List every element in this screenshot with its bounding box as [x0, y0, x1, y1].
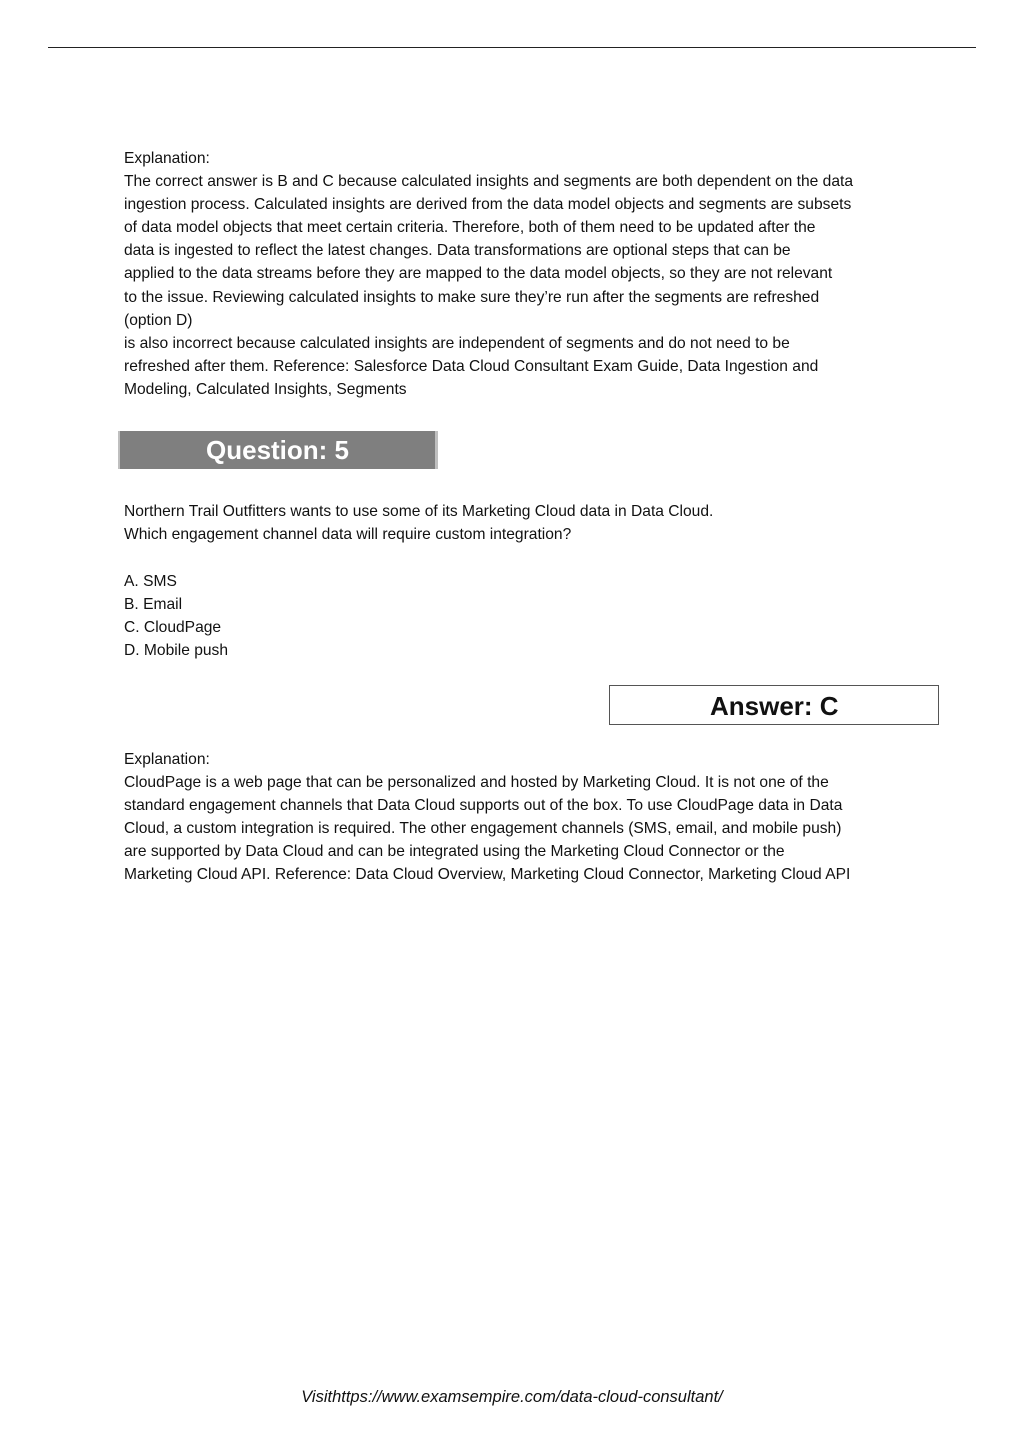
explanation-line: Cloud, a custom integration is required. The other engagement channels (SMS, email, and mobile push) — [124, 820, 842, 838]
question-header — [118, 431, 438, 469]
explanation-line: of data model objects that meet certain criteria. Therefore, both of them need to be updated after the — [124, 219, 816, 237]
question-stem — [124, 500, 934, 546]
answer-box — [609, 685, 939, 725]
explanation-heading: Explanation: — [124, 751, 210, 768]
explanation-line: data is ingested to reflect the latest changes. Data transformations are optional steps that can be — [124, 242, 791, 260]
option-d: D. Mobile push — [124, 642, 229, 660]
explanation-line: is also incorrect because calculated insights are independent of segments and do not need to be — [124, 334, 790, 352]
explanation-line: to the issue. Reviewing calculated insights to make sure they’re run after the segments are refreshed — [124, 288, 820, 306]
explanation-block-2 — [124, 748, 934, 887]
footer-link[interactable]: Visithttps://www.examsempire.com/data-cloud-consultant/ — [301, 1388, 723, 1406]
option-c: C. CloudPage — [124, 619, 222, 637]
explanation-line: The correct answer is B and C because calculated insights and segments are both dependent on the data — [124, 173, 854, 191]
explanation-line: (option D) — [124, 311, 193, 329]
explanation-line: Modeling, Calculated Insights, Segments — [124, 380, 407, 398]
explanation-line: refreshed after them. Reference: Salesforce Data Cloud Consultant Exam Guide, Data Ingestion and — [124, 357, 819, 375]
explanation-line: ingestion process. Calculated insights are derived from the data model objects and segments are subsets — [124, 196, 852, 214]
question-text: Northern Trail Outfitters wants to use some of its Marketing Cloud data in Data Cloud. — [124, 503, 714, 520]
answer-label: Answer: C — [710, 691, 839, 721]
explanation-line: CloudPage is a web page that can be personalized and hosted by Marketing Cloud. It is not one of the — [124, 774, 829, 792]
header-rule — [48, 47, 976, 48]
explanation-block-1 — [124, 147, 934, 401]
explanation-line: Marketing Cloud API. Reference: Data Cloud Overview, Marketing Cloud Connector, Marketing Cloud API — [124, 866, 851, 884]
explanation-line: standard engagement channels that Data Cloud supports out of the box. To use CloudPage data in Data — [124, 797, 843, 815]
option-a: A. SMS — [124, 573, 177, 590]
question-title: Question: 5 — [206, 435, 350, 465]
explanation-heading: Explanation: — [124, 150, 210, 167]
explanation-line: applied to the data streams before they are mapped to the data model objects, so they are not relevant — [124, 265, 833, 283]
answer-options — [124, 570, 934, 662]
option-b: B. Email — [124, 596, 183, 614]
question-text: Which engagement channel data will require custom integration? — [124, 526, 572, 544]
explanation-line: are supported by Data Cloud and can be integrated using the Marketing Cloud Connector or the — [124, 843, 785, 861]
